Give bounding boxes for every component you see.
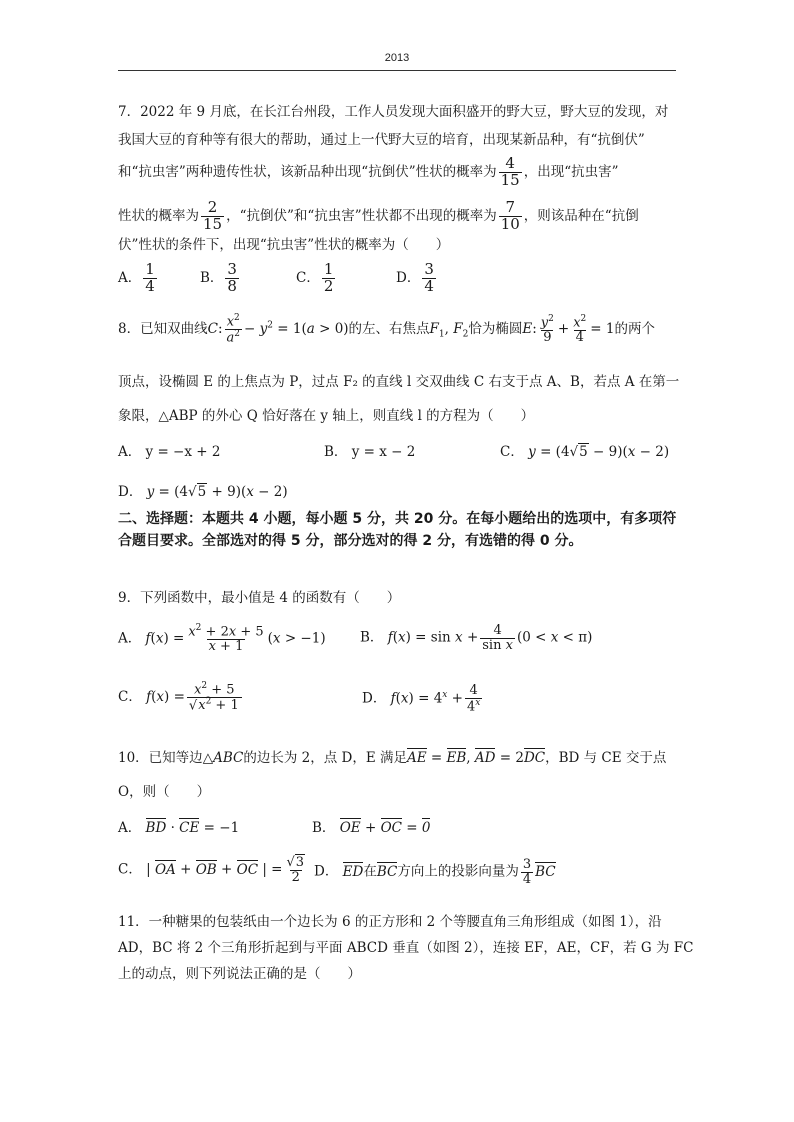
q9-option-c[interactable]: C． f(x) = $\frac{x^2 + 5}{√x^2 + 1}$	[118, 682, 244, 713]
q8-option-c[interactable]: C． y = (4√5 − 9)(x − 2)	[500, 444, 670, 460]
q7-line-3: 和“抗虫害”两种遗传性状，该新品种出现“抗倒伏”性状的概率为 $\frac{4}{15}$ ，出现“抗虫害”	[118, 154, 619, 189]
q8-line-3: 象限，△ABP 的外心 Q 恰好落在 y 轴上，则直线 l 的方程为（ ）	[118, 408, 535, 424]
q9-option-d[interactable]: D． $f(x) = 4^x$ + $\frac{4}{4^x}$	[362, 683, 481, 714]
q10-line-1: 10．已知等边△ABC的边长为 2，点 D，E 满足AE = EB, AD = 2DC，BD 与 CE 交于点	[118, 750, 667, 766]
q8-option-a[interactable]: A． y = −x + 2	[118, 444, 221, 460]
q7-option-b[interactable]: B． $\frac{3}{8}$	[200, 260, 237, 295]
q9-option-b[interactable]: B． f(x) = sin x + $\frac{4}{\text{sin x}}$ (0 < x < π)	[360, 623, 593, 653]
q7-option-d[interactable]: D． $\frac{3}{4}$	[396, 260, 434, 295]
q8-line-1: 8．已知双曲线C: $\frac{x^2}{a^2}$ − $y^2 = 1(a > 0)$的左、右焦点$F_1$, $F_2$恰为椭圆E: $\frac{y^2}{9}$ + $\frac{x^2}{4}$ = 1的两个	[118, 313, 655, 346]
q7-text: 和“抗虫害”两种遗传性状，该新品种出现“抗倒伏”性状的概率为	[118, 163, 497, 180]
q7-fraction-2: $\frac{2}{15}$	[203, 198, 223, 233]
q7-line-5: 伏”性状的条件下，出现“抗虫害”性状的概率为（ ）	[118, 237, 450, 253]
q8-line-2: 顶点，设椭圆 E 的上焦点为 P，过点 F₂ 的直线 l 交双曲线 C 右支于点 A、B，若点 A 在第一	[118, 374, 680, 390]
q9-stem: 9．下列函数中，最小值是 4 的函数有（ ）	[118, 590, 401, 606]
q10-option-c[interactable]: C． | OA + OB + OC | = $\frac{√3}{2}$	[118, 855, 305, 885]
q7-line-4: 性状的概率为 $\frac{2}{15}$ ，“抗倒伏”和“抗虫害”性状都不出现的概率为 $\frac{7}{10}$ ，则该品种在“抗倒	[118, 198, 639, 233]
q7-fraction-1: $\frac{4}{15}$	[500, 154, 520, 189]
header-divider	[118, 70, 676, 71]
q9-option-a[interactable]: A． f(x) = $\frac{x^2 + 2x + 5}{x + 1}$ (x > −1)	[118, 623, 326, 654]
q8-ellipse-fraction-1: $\frac{y^2}{9}$	[540, 313, 554, 345]
q10-option-a[interactable]: A． BD · CE = −1	[118, 820, 240, 836]
q8-option-d[interactable]: D． y = (4√5 + 9)(x − 2)	[118, 484, 288, 500]
q7-option-c[interactable]: C． $\frac{1}{2}$	[296, 260, 334, 295]
q10-line-2: O，则（ ）	[118, 784, 211, 800]
q8-hyperbola-fraction: $\frac{x^2}{a^2}$	[226, 313, 240, 346]
q7-fraction-3: $\frac{7}{10}$	[500, 198, 520, 233]
q11-line-3: 上的动点，则下列说法正确的是（ ）	[118, 966, 361, 982]
q7-option-a[interactable]: A． $\frac{1}{4}$	[118, 260, 155, 295]
q10-option-d[interactable]: D． ED在BC方向上的投影向量为 $\frac{3}{4}$ BC	[314, 857, 556, 887]
q7-line-2: 我国大豆的育种等有很大的帮助，通过上一代野大豆的培育，出现某新品种，有“抗倒伏”	[118, 132, 645, 148]
page-header: 2013	[384, 52, 410, 64]
q8-option-b[interactable]: B． y = x − 2	[324, 444, 416, 460]
section-2-title: 二、选择题：本题共 4 小题，每小题 5 分，共 20 分。在每小题给出的选项中，有多项符合题目要求。全部选对的得 5 分，部分选对的得 2 分，有选错的得 0 分。	[118, 511, 677, 549]
q8-ellipse-fraction-2: $\frac{x^2}{4}$	[573, 313, 587, 345]
q7-line-1: 7．2022 年 9 月底，在长江台州段，工作人员发现大面积盛开的野大豆，野大豆的发现，对	[118, 104, 669, 120]
q11-line-1: 11．一种糖果的包装纸由一个边长为 6 的正方形和 2 个等腰直角三角形组成（如图 1），沿	[118, 914, 662, 930]
q10-option-b[interactable]: B． OE + OC = 0	[312, 820, 431, 836]
q11-line-2: AD，BC 将 2 个三角形折起到与平面 ABCD 垂直（如图 2），连接 EF，AE，CF，若 G 为 FC	[118, 940, 694, 956]
